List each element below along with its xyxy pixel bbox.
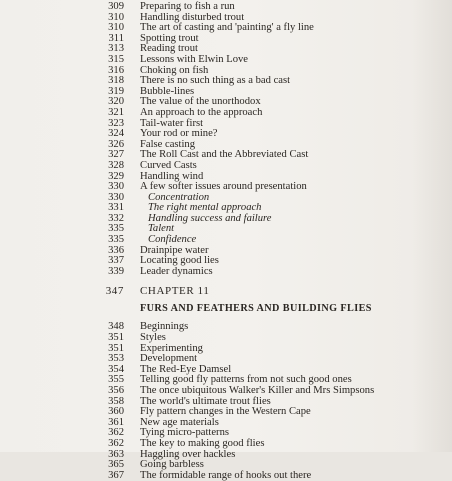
- toc-page-number: 315: [108, 53, 124, 65]
- toc-entry: [96, 108, 436, 119]
- table-of-contents: [96, 2, 436, 481]
- toc-entry: [96, 2, 436, 13]
- toc-entry-title: Fly pattern changes in the Western Cape: [140, 406, 311, 418]
- toc-entry-title: Telling good fly patterns from not such good ones: [140, 374, 352, 386]
- toc-entry-title: The right mental approach: [148, 202, 262, 214]
- toc-entry-title: Confidence: [148, 234, 197, 246]
- toc-entry-title: Styles: [140, 332, 166, 344]
- toc-subentry: [96, 193, 436, 204]
- toc-page-number: 310: [108, 11, 124, 23]
- toc-page-number: 360: [108, 406, 124, 418]
- toc-page-number: 320: [108, 96, 124, 108]
- toc-page-number: 313: [108, 43, 124, 55]
- toc-entry-title: Handling wind: [140, 170, 204, 182]
- toc-entry-title: The formidable range of hooks out there: [140, 469, 312, 481]
- toc-entry: [96, 386, 436, 397]
- chapter-label: CHAPTER 11: [140, 285, 210, 298]
- toc-entry-title: Handling success and failure: [148, 212, 272, 224]
- toc-page-number: 328: [108, 159, 124, 171]
- toc-page-number: 348: [108, 321, 124, 333]
- toc-page-number: 311: [108, 32, 124, 44]
- toc-page-number: 365: [108, 459, 124, 471]
- toc-page-number: 330: [108, 181, 124, 193]
- toc-entry-title: New age materials: [140, 416, 219, 428]
- toc-page-number: 330: [108, 191, 124, 203]
- toc-entry-title: A few softer issues around presentation: [140, 181, 307, 193]
- toc-entry-title: The once ubiquitous Walker's Killer and Mrs Simpsons: [140, 385, 375, 396]
- toc-page-number: 316: [108, 64, 124, 76]
- toc-page-number: 321: [108, 106, 124, 118]
- toc-page-number: 353: [108, 353, 124, 365]
- toc-entries-top: [96, 2, 436, 277]
- chapter-page-number: 347: [105, 285, 124, 298]
- toc-entry-title: The Red-Eye Damsel: [140, 363, 232, 375]
- toc-page-number: 367: [108, 469, 124, 481]
- toc-page-number: 327: [108, 149, 124, 161]
- toc-entry-title: Reading trout: [140, 43, 198, 55]
- toc-entry-title: Leader dynamics: [140, 265, 213, 277]
- toc-entry-title: An approach to the approach: [140, 106, 263, 118]
- toc-entry-title: Drainpipe water: [140, 244, 209, 256]
- toc-entry: [96, 439, 436, 450]
- toc-page-number: 339: [108, 265, 124, 277]
- toc-entries-bottom: [96, 322, 436, 481]
- toc-page-number: 329: [108, 170, 124, 182]
- toc-page-number: 326: [108, 138, 124, 150]
- toc-entry: [96, 182, 436, 193]
- toc-entry-title: Curved Casts: [140, 159, 197, 171]
- toc-page-number: 356: [108, 385, 124, 396]
- toc-page-number: 363: [108, 448, 124, 460]
- toc-page-number: 355: [108, 374, 124, 386]
- toc-entry-title: Haggling over hackles: [140, 448, 236, 460]
- toc-entry-title: The world's ultimate trout flies: [140, 395, 271, 407]
- toc-entry-title: Spotting trout: [140, 32, 199, 44]
- toc-entry-title: Tying micro-patterns: [140, 427, 229, 439]
- toc-entry-title: Locating good lies: [140, 255, 219, 267]
- toc-entry-title: Choking on fish: [140, 64, 209, 76]
- toc-page-number: 337: [108, 255, 124, 267]
- toc-page-number: 310: [108, 22, 124, 34]
- toc-subentry: [96, 224, 436, 235]
- toc-page-number: 358: [108, 395, 124, 407]
- toc-page-number: 335: [108, 234, 124, 246]
- toc-entry-title: Your rod or mine?: [140, 128, 218, 140]
- toc-page-number: 335: [108, 223, 124, 235]
- toc-entry: [96, 267, 436, 278]
- toc-entry-title: False casting: [140, 138, 196, 150]
- toc-entry-title: Experimenting: [140, 342, 203, 354]
- toc-entry: [96, 55, 436, 66]
- toc-page-number: 331: [108, 202, 124, 214]
- toc-entry-title: Development: [140, 353, 198, 365]
- toc-entry-title: Handling disturbed trout: [140, 11, 245, 23]
- toc-entry-title: The Roll Cast and the Abbreviated Cast: [140, 149, 309, 161]
- toc-entry-title: Lessons with Elwin Love: [140, 53, 248, 65]
- chapter-title: FURS AND FEATHERS AND BUILDING FLIES: [140, 303, 372, 315]
- toc-page-number: 336: [108, 244, 124, 256]
- toc-entry-title: Talent: [148, 223, 175, 235]
- toc-entry-title: Beginnings: [140, 321, 189, 333]
- toc-entry-title: Tail-water first: [140, 117, 204, 129]
- toc-entry: [96, 471, 436, 481]
- toc-entry-title: Preparing to fish a run: [140, 1, 235, 12]
- toc-page-number: 351: [108, 332, 124, 344]
- toc-page-number: 318: [108, 75, 124, 87]
- chapter-heading: [96, 285, 436, 299]
- toc-entry-title: The art of casting and 'painting' a fly line: [140, 22, 314, 34]
- toc-page-number: 361: [108, 416, 124, 428]
- toc-page-number: 332: [108, 212, 124, 224]
- toc-page-number: 309: [108, 1, 124, 12]
- toc-entry: [96, 161, 436, 172]
- toc-entry-title: The value of the unorthodox: [140, 96, 261, 108]
- toc-page-number: 354: [108, 363, 124, 375]
- toc-entry-title: The key to making good flies: [140, 437, 265, 449]
- toc-page-number: 323: [108, 117, 124, 129]
- toc-page-number: 319: [108, 85, 124, 97]
- toc-entry-title: Bubble-lines: [140, 85, 195, 97]
- toc-page-number: 362: [108, 427, 124, 439]
- toc-page-number: 351: [108, 342, 124, 354]
- toc-entry-title: Going barbless: [140, 459, 204, 471]
- toc-entry-title: Concentration: [148, 191, 210, 203]
- toc-entry-title: There is no such thing as a bad cast: [140, 75, 291, 87]
- toc-page-number: 362: [108, 437, 124, 449]
- toc-page-number: 324: [108, 128, 124, 140]
- toc-subentry: [96, 214, 436, 225]
